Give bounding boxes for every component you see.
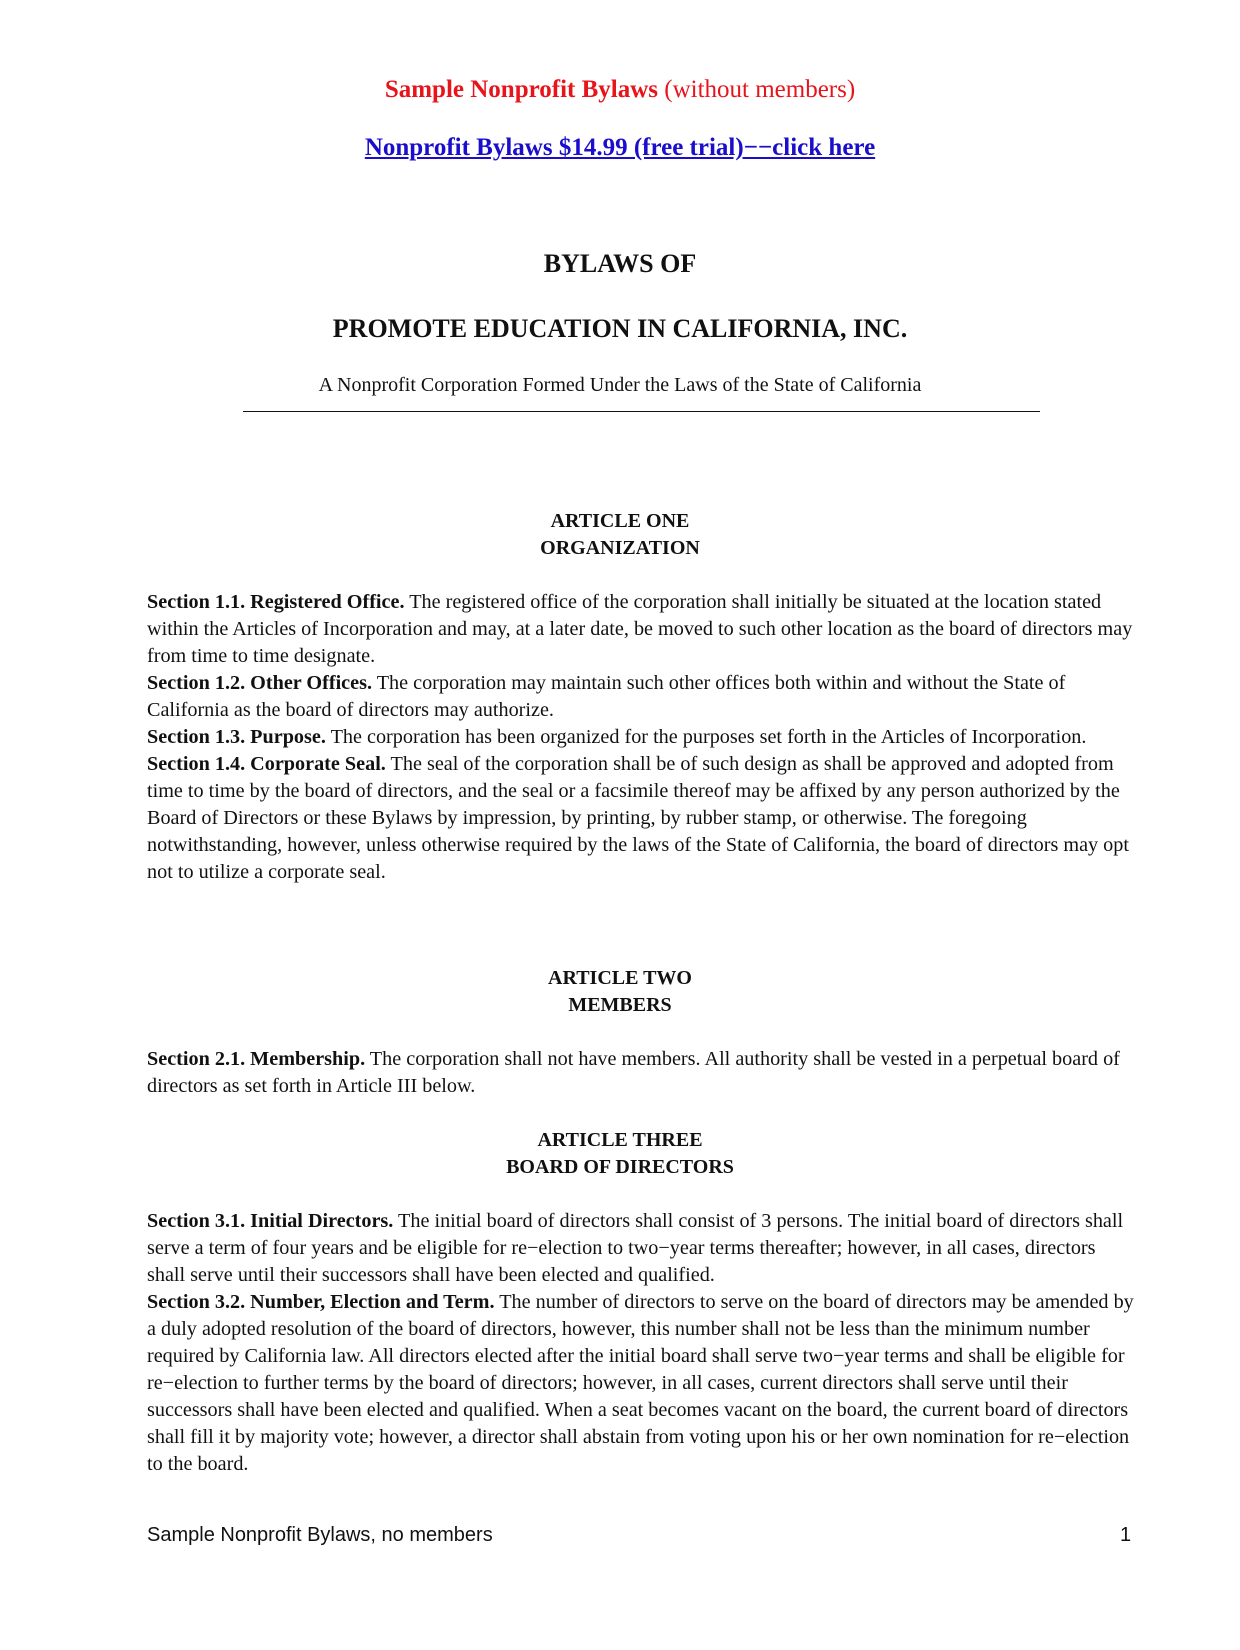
section-heading: Section 1.1. Registered Office.	[147, 591, 405, 613]
section-body: The seal of the corporation shall be of such design as shall be approved and adopted from time to time by the board of directors, and the seal or a facsimile thereof may be affixed by any person authorized by the Board of Directors or these Bylaws by impression, by printing, by rubber stamp, or otherwise. The foregoing notwithstanding, however, unless otherwise required by the laws of the State of California, the board of directors may opt not to utilize a corporate seal.	[147, 753, 1129, 883]
section-paragraph	[147, 724, 1137, 751]
article-three-heading	[0, 1127, 1240, 1181]
section-heading: Section 3.1. Initial Directors.	[147, 1210, 394, 1232]
promo-link-row	[0, 132, 1240, 164]
article-number: ARTICLE THREE	[537, 1129, 703, 1151]
article-name: BOARD OF DIRECTORS	[506, 1156, 734, 1178]
article-two-sections	[147, 1046, 1137, 1100]
footer-title: Sample Nonprofit Bylaws, no members	[147, 1524, 493, 1546]
section-paragraph	[147, 751, 1137, 886]
section-heading: Section 1.3. Purpose.	[147, 726, 326, 748]
article-name: MEMBERS	[568, 994, 672, 1016]
section-heading: Section 3.2. Number, Election and Term.	[147, 1291, 495, 1313]
section-body: The number of directors to serve on the board of directors may be amended by a duly adopted resolution of the board of directors, however, this number shall not be less than the minimum number required by California law. All directors elected after the initial board shall serve two−year terms and shall be eligible for re−election to further terms by the board of directors; however, in all cases, current directors shall serve until their successors shall have been elected and qualified. When a seat becomes vacant on the board, the current board of directors shall fill it by majority vote; however, a director shall abstain from voting upon his or her own nomination for re−election to the board.	[147, 1291, 1134, 1475]
article-two-heading	[0, 965, 1240, 1019]
page-number: 1	[1120, 1524, 1132, 1546]
promo-title-bold: Sample Nonprofit Bylaws	[384, 76, 658, 103]
section-paragraph	[147, 589, 1137, 670]
article-name: ORGANIZATION	[540, 537, 700, 559]
purchase-link[interactable]: Nonprofit Bylaws $14.99 (free trial)−−click here	[364, 134, 876, 161]
section-body: The registered office of the corporation shall initially be situated at the location stated within the Articles of Incorporation and may, at a later date, be moved to such other location as the board of directors may from time to time designate.	[147, 591, 1133, 667]
section-body: The corporation has been organized for the purposes set forth in the Articles of Incorporation.	[325, 726, 1087, 748]
document-title-line1: BYLAWS OF	[543, 249, 697, 278]
section-body: The initial board of directors shall consist of 3 persons. The initial board of directors shall serve a term of four years and be eligible for re−election to two−year terms thereafter; however, in all cases, directors shall serve until their successors shall have been elected and qualified.	[147, 1210, 1124, 1286]
title-divider	[243, 411, 1040, 412]
promo-title	[0, 74, 1240, 106]
document-title-line2: PROMOTE EDUCATION IN CALIFORNIA, INC.	[332, 314, 908, 343]
article-three-sections	[147, 1208, 1137, 1478]
article-one-heading	[0, 508, 1240, 562]
section-body: The corporation may maintain such other offices both within and without the State of California as the board of directors may authorize.	[147, 672, 1066, 721]
document-subtitle: A Nonprofit Corporation Formed Under the Laws of the State of California	[318, 374, 922, 396]
promo-title-rest: (without members)	[658, 76, 856, 103]
section-paragraph	[147, 670, 1137, 724]
section-paragraph	[147, 1289, 1137, 1478]
article-number: ARTICLE ONE	[550, 510, 690, 532]
section-heading: Section 1.2. Other Offices.	[147, 672, 373, 694]
section-body: The corporation shall not have members. All authority shall be vested in a perpetual board of directors as set forth in Article III below.	[147, 1048, 1120, 1097]
article-one-sections	[147, 589, 1137, 886]
section-paragraph	[147, 1208, 1137, 1289]
section-heading: Section 1.4. Corporate Seal.	[147, 753, 386, 775]
section-heading: Section 2.1. Membership.	[147, 1048, 366, 1070]
article-number: ARTICLE TWO	[548, 967, 692, 989]
section-paragraph	[147, 1046, 1137, 1100]
